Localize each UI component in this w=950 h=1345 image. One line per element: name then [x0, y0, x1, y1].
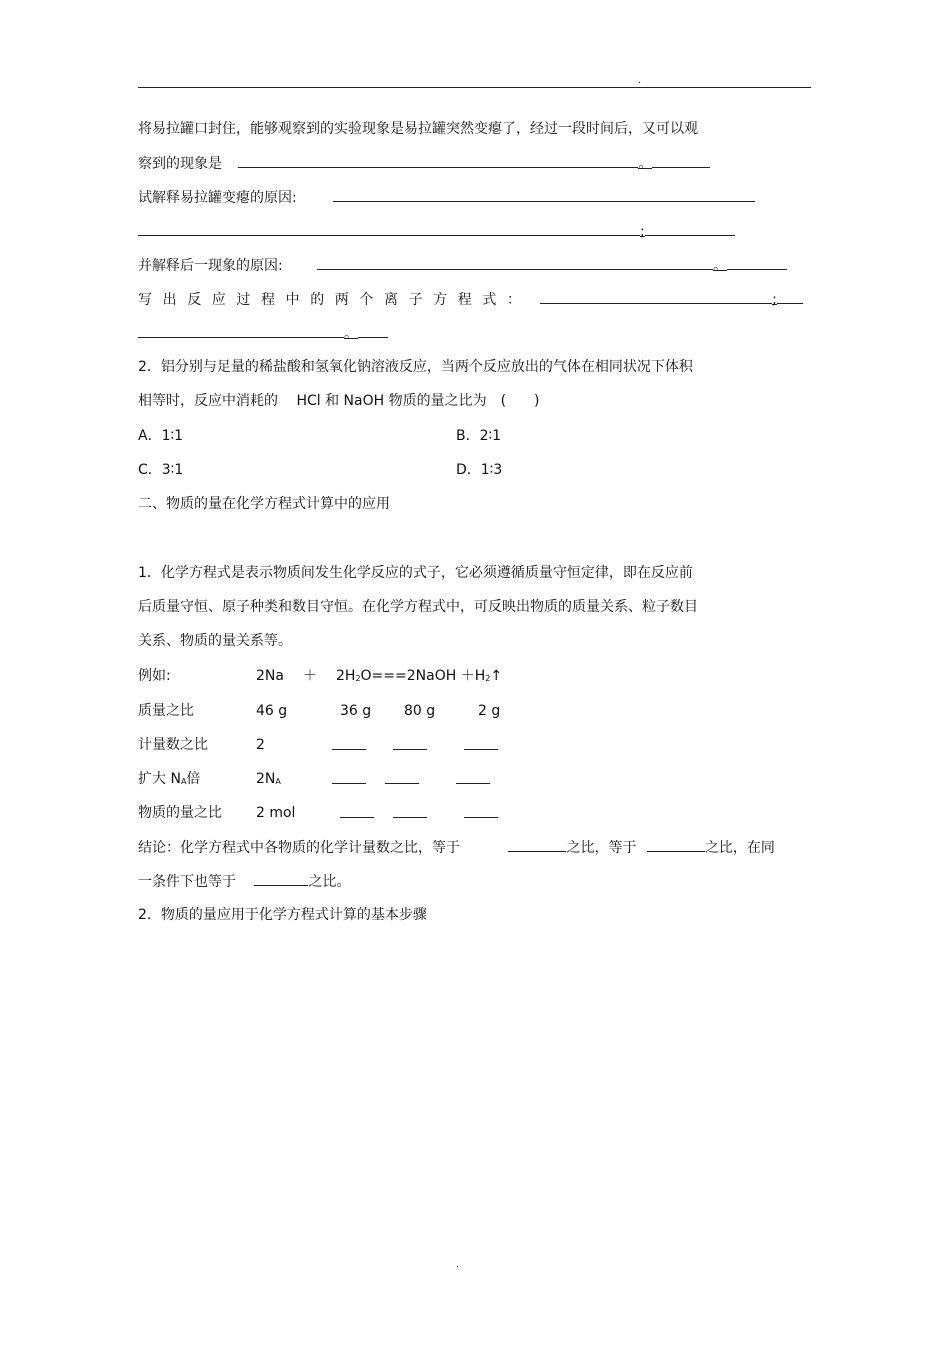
q1-line6-label: 写出反应过程中的两个离子方程式： [138, 292, 532, 308]
equation-h2-sub: 2 [485, 674, 491, 683]
section2-p1-line1: 1．化学方程式是表示物质间发生化学反应的式子，它必须遵循质量守恒定律，即在反应前 [138, 565, 693, 581]
section2-p1-line2: 后质量守恒、原子种类和数目守恒。在化学方程式中，可反映出物质的质量关系、粒子数目 [138, 599, 698, 615]
q1-blank-reason2-tail[interactable] [727, 256, 787, 270]
q1-blank-ion-eq1[interactable] [540, 290, 772, 304]
q1-blank-reason1[interactable] [333, 188, 755, 202]
row-na-blank-2[interactable] [385, 770, 419, 784]
row-na-c1-text: 2N [256, 771, 276, 787]
q2-line2: 相等时，反应中消耗的 HCl 和 NaOH 物质的量之比为 ( ) [138, 393, 540, 409]
row-na-label-sub: A [180, 777, 187, 786]
q1-blank-phenomenon[interactable] [238, 154, 638, 168]
q2-option-a[interactable]: A．1∶1 [138, 428, 184, 444]
row-coef-label: 计量数之比 [138, 737, 208, 753]
equation-na: 2Na [256, 668, 284, 684]
row-mol-c1: 2 mol [256, 805, 296, 821]
section2-p1-line3: 关系、物质的量关系等。 [138, 633, 292, 649]
example-label: 例如: [138, 668, 171, 684]
row-na-blank-3[interactable] [456, 770, 490, 784]
row-na-c1-sub: A [275, 777, 281, 786]
row-mol-blank-1[interactable] [340, 804, 374, 818]
q1-line5 [138, 256, 787, 275]
row-coef-blank-3[interactable] [464, 736, 498, 750]
q1-semicolon-2: ; [772, 292, 777, 308]
equation-rest [336, 667, 502, 688]
q1-line2-label: 察到的现象是 [138, 156, 222, 172]
q1-blank-ion-eq2-tail[interactable] [358, 324, 388, 338]
q1-blank-reason1-cont[interactable] [138, 222, 640, 236]
section2-heading: 二、物质的量在化学方程式计算中的应用 [138, 496, 390, 512]
conclusion-line2-text-a: 一条件下也等于 [138, 874, 236, 890]
row-na-label-text: 扩大 N [138, 771, 181, 787]
q1-line7 [138, 324, 388, 343]
conclusion-text-b: 之比，等于 [566, 840, 637, 856]
equation-arrow: ↑ [490, 668, 503, 684]
q1-blank-reason2-end: 。 [713, 258, 728, 274]
row-na-label [138, 770, 200, 791]
conclusion-text-c: 之比，在同 [704, 840, 775, 856]
row-mass-c2: 36 g [340, 703, 372, 719]
equation-h2o-b: O===2NaOH ＋H [360, 668, 486, 684]
conclusion-text-a: 结论：化学方程式中各物质的化学计量数之比，等于 [138, 840, 460, 856]
q1-blank-phenomenon-tail[interactable] [652, 154, 710, 168]
q1-line5-label: 并解释后一现象的原因: [138, 258, 283, 274]
q2-option-d[interactable]: D．1∶3 [456, 462, 503, 478]
q1-line3-label: 试解释易拉罐变瘪的原因: [138, 190, 297, 206]
row-mass-c4: 2 g [478, 703, 501, 719]
row-coef-c1: 2 [256, 737, 265, 753]
row-coef-blank-1[interactable] [332, 736, 366, 750]
footer-dot: . [456, 1259, 460, 1270]
q2-line1: 2．铝分别与足量的稀盐酸和氢氧化钠溶液反应，当两个反应放出的气体在相同状况下体积 [138, 359, 693, 375]
header-rule [138, 87, 811, 88]
q1-line3 [138, 188, 755, 207]
q1-blank-ion-eq2-end: 。 [344, 326, 358, 342]
row-mol-label: 物质的量之比 [138, 805, 222, 821]
q1-blank-end: 。 [638, 156, 653, 172]
row-mol-blank-3[interactable] [464, 804, 498, 818]
row-mass-c3: 80 g [404, 703, 436, 719]
q1-semicolon-1: ; [640, 224, 645, 240]
row-na-c1 [256, 770, 281, 791]
equation-h2o-a: 2H [336, 668, 356, 684]
q1-blank-ion-eq2[interactable] [138, 324, 344, 338]
conclusion-blank-2[interactable] [647, 838, 705, 852]
conclusion-blank-1[interactable] [508, 838, 566, 852]
q1-blank-ion-eq1-tail[interactable] [777, 290, 803, 304]
row-mass-c1: 46 g [256, 703, 288, 719]
row-mass-label: 质量之比 [138, 703, 194, 719]
row-na-blank-1[interactable] [332, 770, 366, 784]
q1-line1: 将易拉罐口封住，能够观察到的实验现象是易拉罐突然变瘪了，经过一段时间后，又可以观 [138, 121, 698, 137]
q1-blank-reason1-tail[interactable] [645, 222, 735, 236]
q2-option-c[interactable]: C．3∶1 [138, 462, 184, 478]
q2-option-b[interactable]: B．2∶1 [456, 428, 502, 444]
row-na-label-tail: 倍 [186, 771, 201, 787]
row-mol-blank-2[interactable] [393, 804, 427, 818]
q1-line2 [138, 154, 710, 173]
q1-line4 [138, 222, 735, 241]
section2-p2: 2．物质的量应用于化学方程式计算的基本步骤 [138, 907, 427, 923]
row-coef-blank-2[interactable] [393, 736, 427, 750]
header-dot: . [638, 75, 642, 86]
conclusion-line2 [138, 872, 350, 891]
conclusion-line2-text-b: 之比。 [308, 874, 351, 890]
equation-h2o-sub: 2 [355, 674, 361, 683]
conclusion-blank-3[interactable] [254, 872, 308, 886]
q1-line6 [138, 290, 803, 309]
q1-blank-reason2[interactable] [317, 256, 713, 270]
equation-plus: ＋ [303, 668, 317, 684]
conclusion-line1 [138, 838, 775, 857]
